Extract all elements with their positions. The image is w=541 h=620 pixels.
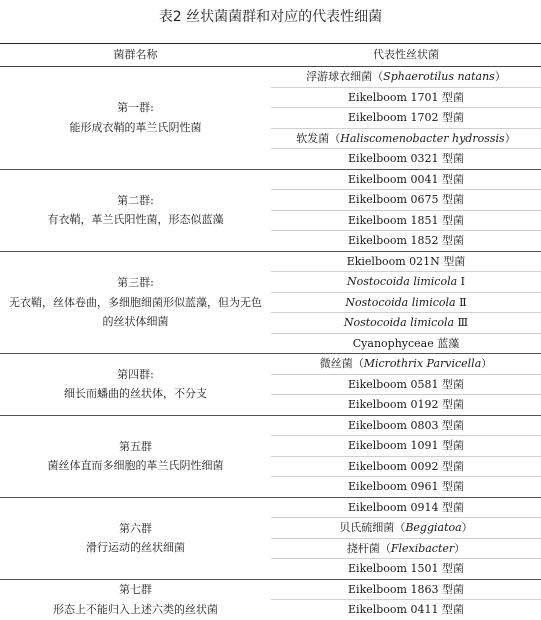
representative-bacterium (271, 128, 541, 149)
table-row (0, 415, 541, 436)
group-name: 第七群 (119, 583, 152, 596)
representative-bacterium (271, 149, 541, 170)
representative-bacterium (271, 87, 541, 108)
representative-bacterium (271, 497, 541, 518)
bacterium-name-text: Eikelboom 1863 型菌 (348, 582, 464, 596)
bacteria-table (0, 43, 541, 620)
bacterium-name-text: Eikelboom 1852 型菌 (348, 234, 464, 247)
bacterium-name-suffix: Ⅱ (455, 295, 467, 309)
bacterium-name-text: Eikelboom 0411 型菌 (348, 603, 464, 616)
representative-bacterium (271, 579, 541, 600)
group-cell (0, 579, 271, 620)
group-description: 滑行运动的丝状细菌 (86, 541, 185, 554)
header-row (0, 44, 541, 67)
bacterium-name-text: Eikelboom 0961 型菌 (348, 480, 464, 493)
bacterium-latin-name: Nostocoida limicola (345, 295, 456, 309)
group-name: 第六群 (119, 521, 152, 535)
bacterium-latin-name: Nostocoida limicola (346, 275, 458, 288)
bacterium-name-text: Eikelboom 1091 型菌 (348, 439, 464, 452)
bacterium-latin-name: Haliscomenobacter hydrossis (340, 131, 505, 145)
group-name: 第一群: (117, 101, 154, 115)
bacterium-name-suffix: ） (461, 521, 473, 534)
bacterium-latin-name: Sphaerotilus natans (383, 70, 495, 83)
bacterium-name-text: Eikelboom 0041 型菌 (348, 172, 464, 186)
table-row (0, 251, 541, 272)
bacterium-name-text: 软发菌（ (296, 131, 341, 145)
bacterium-name-text: Eikelboom 0192 型菌 (348, 398, 464, 411)
bacterium-name-text: 浮游球衣细菌（ (306, 70, 384, 83)
table-body (0, 67, 541, 620)
bacterium-name-text: Eikelboom 0803 型菌 (348, 418, 464, 432)
bacterium-latin-name: Flexibacter (390, 541, 455, 555)
group-name: 第二群: (117, 193, 154, 207)
representative-bacterium (271, 313, 541, 334)
representative-bacterium (271, 559, 541, 580)
representative-bacterium (271, 190, 541, 211)
representative-bacterium (271, 210, 541, 231)
table-title: 表2 丝状菌菌群和对应的代表性细菌 (158, 9, 383, 25)
bacterium-name-text: Eikelboom 0675 型菌 (348, 193, 464, 206)
group-description: 菌丝体直而多细胞的革兰氏阴性细菌 (47, 459, 224, 472)
representative-bacterium (271, 395, 541, 416)
header-representative: 代表性丝状菌 (271, 44, 541, 67)
representative-bacterium (271, 374, 541, 395)
bacterium-name-suffix: ） (504, 131, 516, 145)
bacterium-name-text: Eikelboom 1701 型菌 (348, 90, 464, 104)
group-cell (0, 67, 271, 170)
bacterium-name-text: Eikelboom 0581 型菌 (348, 377, 464, 391)
group-description: 有衣鞘，革兰氏阳性菌，形态似蓝藻 (47, 213, 224, 226)
group-name: 第四群: (117, 367, 154, 381)
representative-bacterium (271, 333, 541, 354)
bacterium-name-text: 贝氏硫细菌（ (339, 521, 406, 534)
bacterium-name-text: 挠杆菌（ (346, 541, 391, 555)
representative-bacterium (271, 538, 541, 559)
representative-bacterium (271, 600, 541, 620)
group-description: 无衣鞘，丝体卷曲，多细胞细菌形似蓝藻，但为无色的丝状体细菌 (9, 295, 262, 328)
representative-bacterium (271, 456, 541, 477)
group-name: 第三群: (117, 276, 154, 289)
group-cell (0, 169, 271, 251)
bacterium-latin-name: Microthrix Parvicella (363, 357, 482, 370)
representative-bacterium (271, 169, 541, 190)
bacterium-name-suffix: Ⅰ (457, 275, 466, 288)
bacterium-name-text: Eikelboom 1851 型菌 (348, 213, 464, 227)
group-cell (0, 354, 271, 416)
table-row (0, 579, 541, 600)
table-row (0, 497, 541, 518)
bacterium-name-text: Cyanophyceae 蓝藻 (352, 336, 460, 350)
representative-bacterium (271, 272, 541, 293)
bacterium-latin-name: Beggiatoa (405, 521, 462, 534)
bacterium-name-suffix: ） (494, 70, 506, 83)
representative-bacterium (271, 108, 541, 129)
representative-bacterium (271, 477, 541, 498)
group-cell (0, 415, 271, 497)
bacterium-name-text: Eikelboom 1501 型菌 (348, 562, 464, 575)
representative-bacterium (271, 231, 541, 252)
table-row (0, 67, 541, 88)
bacterium-name-text: Ekielboom 021N 型菌 (346, 254, 466, 268)
bacterium-name-text: Eikelboom 0092 型菌 (348, 459, 464, 473)
representative-bacterium (271, 415, 541, 436)
representative-bacterium (271, 436, 541, 457)
bacterium-name-text: 微丝菌（ (319, 357, 364, 370)
representative-bacterium (271, 67, 541, 88)
bacterium-name-text: Eikelboom 0914 型菌 (348, 500, 464, 514)
group-description: 能形成衣鞘的革兰氏阴性菌 (69, 120, 202, 134)
bacterium-name-suffix: ） (481, 357, 493, 370)
representative-bacterium (271, 251, 541, 272)
bacterium-latin-name: Nostocoida limicola (343, 316, 455, 329)
group-description: 形态上不能归入上述六类的丝状菌 (53, 602, 218, 616)
table-row (0, 169, 541, 190)
header-group-name: 菌群名称 (0, 44, 271, 67)
group-description: 细长而蟠曲的丝状体，不分支 (64, 387, 207, 401)
table-row (0, 354, 541, 375)
bacterium-name-text: Eikelboom 0321 型菌 (348, 152, 464, 165)
group-cell (0, 497, 271, 579)
representative-bacterium (271, 518, 541, 539)
group-name: 第五群 (119, 439, 152, 453)
bacterium-name-suffix: ） (454, 541, 466, 555)
bacterium-name-text: Eikelboom 1702 型菌 (348, 111, 464, 124)
representative-bacterium (271, 292, 541, 313)
group-cell (0, 251, 271, 354)
bacterium-name-suffix: Ⅲ (454, 316, 469, 329)
representative-bacterium (271, 354, 541, 375)
